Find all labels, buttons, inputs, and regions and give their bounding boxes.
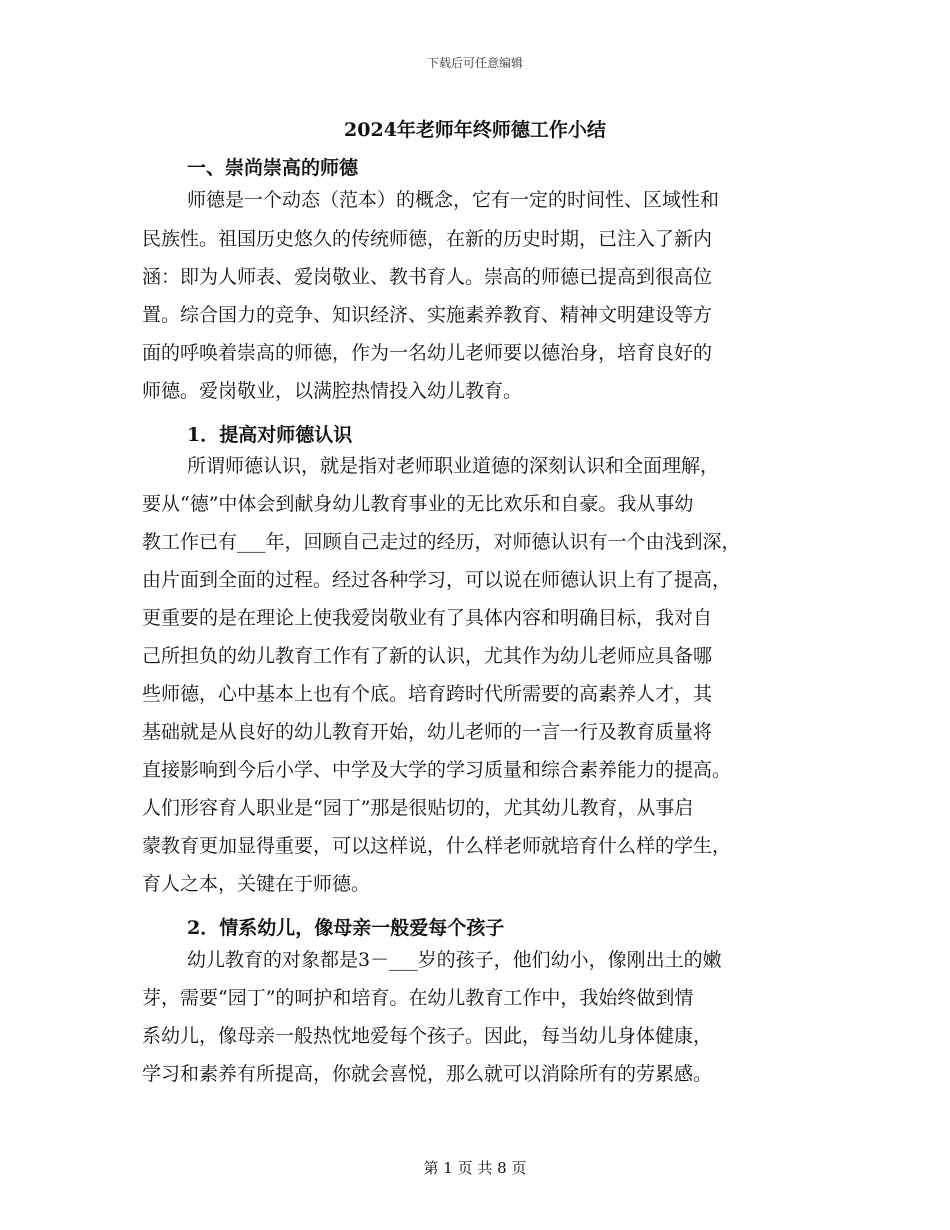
paragraph-line: 所谓师德认识，就是指对老师职业道德的深刻认识和全面理解， [187, 455, 720, 477]
subsection-heading-1: 1．提高对师德认识 [187, 424, 353, 446]
paragraph-line: 民族性。祖国历史悠久的传统师德，在新的历史时期，已注入了新内 [142, 228, 713, 250]
paragraph-line: 面的呼唤着崇高的师德，作为一名幼儿老师要以德治身，培育良好的 [142, 342, 713, 364]
paragraph-line: 涵：即为人师表、爱岗敬业、教书育人。崇高的师德已提高到很高位 [142, 266, 713, 288]
paragraph-line: 师德。爱岗敬业，以满腔热情投入幼儿教育。 [142, 380, 523, 402]
paragraph-line: 蒙教育更加显得重要，可以这样说，什么样老师就培育什么样的学生， [142, 835, 732, 857]
paragraph-line: 育人之本，关键在于师德。 [142, 873, 371, 895]
paragraph-line: 人们形容育人职业是“园丁”那是很贴切的，尤其幼儿教育，从事启 [142, 797, 694, 819]
subsection-heading-2: 2．情系幼儿，像母亲一般爱每个孩子 [187, 917, 505, 939]
paragraph-line: 芽，需要“园丁”的呵护和培育。在幼儿教育工作中，我始终做到情 [142, 987, 694, 1009]
paragraph-line: 置。综合国力的竞争、知识经济、实施素养教育、精神文明建设等方 [142, 304, 713, 326]
paragraph-line: 师德是一个动态（范本）的概念，它有一定的时间性、区域性和 [187, 189, 720, 211]
paragraph-line: 教工作已有___年，回顾自己走过的经历，对师德认识有一个由浅到深， [142, 531, 741, 553]
section-heading-1: 一、崇尚崇高的师德 [187, 157, 359, 179]
paragraph-line: 要从“德”中体会到献身幼儿教育事业的无比欢乐和自豪。我从事幼 [142, 493, 694, 515]
document-title: 2024年老师年终师德工作小结 [344, 119, 606, 141]
paragraph-line: 直接影响到今后小学、中学及大学的学习质量和综合素养能力的提高。 [142, 759, 732, 781]
paragraph-line: 基础就是从良好的幼儿教育开始，幼儿老师的一言一行及教育质量将 [142, 721, 713, 743]
paragraph-line: 些师德，心中基本上也有个底。培育跨时代所需要的高素养人才，其 [142, 683, 713, 705]
page-footer: 第 1 页 共 8 页 [423, 1159, 527, 1177]
paragraph-line: 幼儿教育的对象都是3－___岁的孩子，他们幼小，像刚出土的嫩 [187, 949, 722, 971]
paragraph-line: 己所担负的幼儿教育工作有了新的认识，尤其作为幼儿老师应具备哪 [142, 645, 713, 667]
paragraph-line: 学习和素养有所提高，你就会喜悦，那么就可以消除所有的劳累感。 [142, 1063, 713, 1085]
paragraph-line: 由片面到全面的过程。经过各种学习，可以说在师德认识上有了提高， [142, 569, 732, 591]
paragraph-line: 更重要的是在理论上使我爱岗敬业有了具体内容和明确目标，我对自 [142, 607, 713, 629]
paragraph-line: 系幼儿，像母亲一般热忱地爱每个孩子。因此，每当幼儿身体健康， [142, 1025, 713, 1047]
header-note: 下载后可任意编辑 [426, 56, 523, 70]
